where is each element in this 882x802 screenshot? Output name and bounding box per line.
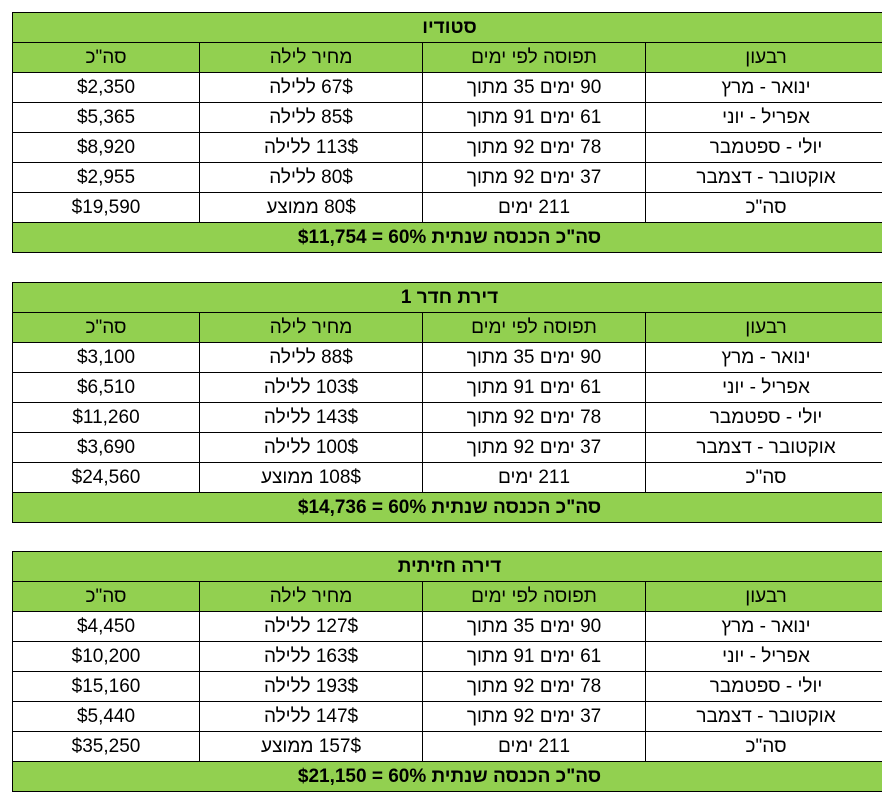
cell-total: $8,920 [13, 133, 200, 163]
cell-total: $5,365 [13, 103, 200, 133]
header-nightly-price: מחיר לילה [200, 313, 423, 343]
header-occupancy: תפוסה לפי ימים [423, 313, 646, 343]
header-occupancy: תפוסה לפי ימים [423, 582, 646, 612]
cell-total: $10,200 [13, 642, 200, 672]
annual-income-footer: סה"כ הכנסה שנתית 60% = $21,150 [13, 762, 882, 792]
cell-price: 127$ ללילה [200, 612, 423, 642]
header-total: סה"כ [13, 43, 200, 73]
cell-quarter: אוקטובר - דצמבר [646, 433, 882, 463]
cell-total: $24,560 [13, 463, 200, 493]
table-row [13, 672, 882, 702]
cell-occupancy: 78 ימים 92 מתוך [423, 672, 646, 702]
cell-quarter: ינואר - מרץ [646, 73, 882, 103]
table-row [13, 163, 882, 193]
table-row [13, 73, 882, 103]
cell-price: 113$ ללילה [200, 133, 423, 163]
cell-occupancy: 90 ימים 35 מתוך [423, 73, 646, 103]
cell-quarter: סה"כ [646, 193, 882, 223]
cell-quarter: ינואר - מרץ [646, 343, 882, 373]
cell-quarter: יולי - ספטמבר [646, 133, 882, 163]
cell-total: $4,450 [13, 612, 200, 642]
annual-income-footer: סה"כ הכנסה שנתית 60% = $14,736 [13, 493, 882, 523]
cell-price: 80$ ממוצע [200, 193, 423, 223]
table-row [13, 133, 882, 163]
cell-occupancy: 37 ימים 92 מתוך [423, 433, 646, 463]
table-row [13, 373, 882, 403]
table-row [13, 702, 882, 732]
cell-total: $6,510 [13, 373, 200, 403]
cell-quarter: סה"כ [646, 732, 882, 762]
cell-total: $35,250 [13, 732, 200, 762]
cell-quarter: אפריל - יוני [646, 642, 882, 672]
cell-total: $5,440 [13, 702, 200, 732]
cell-total: $15,160 [13, 672, 200, 702]
pricing-table-front-apartment [12, 551, 882, 792]
table-row [13, 612, 882, 642]
cell-occupancy: 37 ימים 92 מתוך [423, 163, 646, 193]
cell-total: $2,955 [13, 163, 200, 193]
cell-total: $3,100 [13, 343, 200, 373]
cell-quarter: סה"כ [646, 463, 882, 493]
pricing-table-studio [12, 12, 882, 253]
cell-occupancy: 78 ימים 92 מתוך [423, 133, 646, 163]
header-quarter: רבעון [646, 313, 882, 343]
header-quarter: רבעון [646, 582, 882, 612]
cell-price: 193$ ללילה [200, 672, 423, 702]
cell-total: $2,350 [13, 73, 200, 103]
cell-occupancy: 37 ימים 92 מתוך [423, 702, 646, 732]
header-total: סה"כ [13, 313, 200, 343]
table-title: דירת חדר 1 [13, 283, 882, 313]
cell-quarter: אוקטובר - דצמבר [646, 163, 882, 193]
pricing-table-one-bedroom [12, 282, 882, 523]
cell-total: $3,690 [13, 433, 200, 463]
table-row [13, 343, 882, 373]
annual-income-footer: סה"כ הכנסה שנתית 60% = $11,754 [13, 223, 882, 253]
cell-price: 103$ ללילה [200, 373, 423, 403]
cell-occupancy: 90 ימים 35 מתוך [423, 612, 646, 642]
header-total: סה"כ [13, 582, 200, 612]
table-row-total [13, 463, 882, 493]
cell-occupancy: 211 ימים [423, 732, 646, 762]
cell-occupancy: 61 ימים 91 מתוך [423, 373, 646, 403]
cell-total: $19,590 [13, 193, 200, 223]
table-row-total [13, 193, 882, 223]
cell-price: 157$ ממוצע [200, 732, 423, 762]
cell-price: 163$ ללילה [200, 642, 423, 672]
cell-occupancy: 211 ימים [423, 193, 646, 223]
cell-quarter: ינואר - מרץ [646, 612, 882, 642]
cell-price: 80$ ללילה [200, 163, 423, 193]
cell-occupancy: 90 ימים 35 מתוך [423, 343, 646, 373]
header-nightly-price: מחיר לילה [200, 43, 423, 73]
cell-price: 88$ ללילה [200, 343, 423, 373]
cell-occupancy: 61 ימים 91 מתוך [423, 103, 646, 133]
cell-price: 85$ ללילה [200, 103, 423, 133]
cell-price: 67$ ללילה [200, 73, 423, 103]
cell-occupancy: 211 ימים [423, 463, 646, 493]
cell-quarter: יולי - ספטמבר [646, 403, 882, 433]
cell-quarter: יולי - ספטמבר [646, 672, 882, 702]
table-row [13, 403, 882, 433]
header-nightly-price: מחיר לילה [200, 582, 423, 612]
cell-price: 100$ ללילה [200, 433, 423, 463]
cell-quarter: אפריל - יוני [646, 373, 882, 403]
cell-price: 108$ ממוצע [200, 463, 423, 493]
cell-price: 143$ ללילה [200, 403, 423, 433]
cell-occupancy: 78 ימים 92 מתוך [423, 403, 646, 433]
cell-occupancy: 61 ימים 91 מתוך [423, 642, 646, 672]
table-title: סטודיו [13, 13, 882, 43]
cell-total: $11,260 [13, 403, 200, 433]
header-quarter: רבעון [646, 43, 882, 73]
cell-price: 147$ ללילה [200, 702, 423, 732]
header-occupancy: תפוסה לפי ימים [423, 43, 646, 73]
cell-quarter: אפריל - יוני [646, 103, 882, 133]
table-row [13, 103, 882, 133]
table-title: דירה חזיתית [13, 552, 882, 582]
table-row [13, 642, 882, 672]
cell-quarter: אוקטובר - דצמבר [646, 702, 882, 732]
table-row [13, 433, 882, 463]
table-row-total [13, 732, 882, 762]
